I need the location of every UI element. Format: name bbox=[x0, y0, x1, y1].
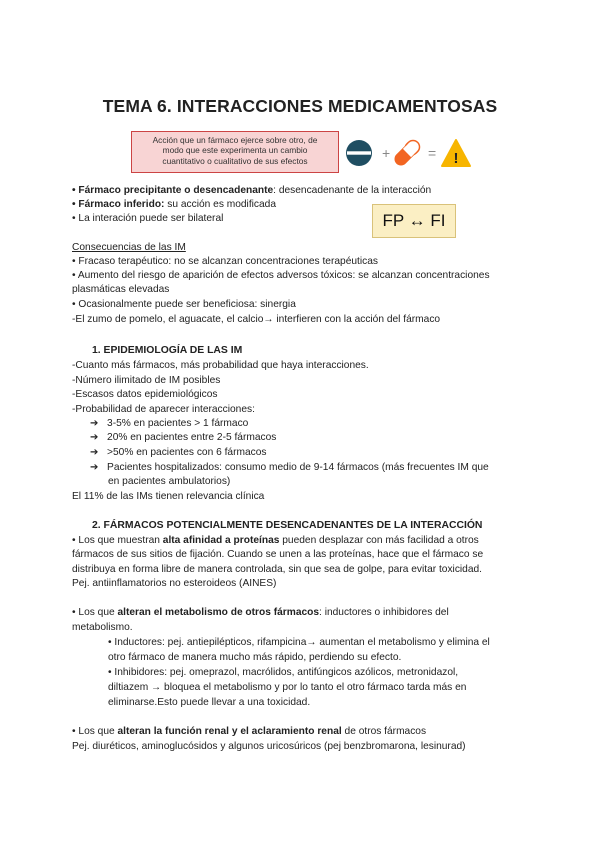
definition-line: Acción que un fármaco ejerce sobre otro, de bbox=[152, 135, 318, 145]
bullet-bilateral: • La interación puede ser bilateral bbox=[72, 213, 224, 224]
consequence-line: • Aumento del riesgo de aparición de efectos adversos tóxicos: se alcanzan concentraciones bbox=[72, 270, 490, 281]
section1-line: -Probabilidad de aparecer interacciones: bbox=[72, 404, 255, 415]
section2-line: • Los que alteran la función renal y el aclaramiento renal de otros fármacos bbox=[72, 726, 427, 737]
warning-icon bbox=[442, 140, 470, 167]
page-title: TEMA 6. INTERACCIONES MEDICAMENTOSAS bbox=[102, 96, 498, 116]
section2-line: metabolismo. bbox=[72, 622, 133, 633]
consequence-line: plasmáticas elevadas bbox=[72, 284, 170, 295]
definition-box bbox=[131, 131, 339, 173]
inductores-line: otro fármaco de manera mucho más rápido, perdiendo su efecto. bbox=[108, 652, 402, 663]
bullet-inferido: • Fármaco inferido: su acción es modificada bbox=[72, 199, 277, 210]
consequence-line: • Ocasionalmente puede ser beneficiosa: sinergia bbox=[72, 299, 296, 310]
equals-sign: = bbox=[428, 145, 437, 161]
inhibidores-line: • Inhibidores: pej. omeprazol, macrólidos, antifúngicos azólicos, metronidazol, bbox=[108, 667, 459, 678]
section2-line: distribuya en forma libre de manera controlada, sin que sea de golpe, para evitar toxicidad. bbox=[72, 564, 483, 575]
plus-sign: + bbox=[382, 145, 391, 161]
arrow-icon: ➔ bbox=[90, 447, 99, 458]
section2-line: Pej. diuréticos, aminoglucósidos y algunos uricosúricos (pej benzbromarona, lesinurad) bbox=[72, 741, 466, 752]
arrow-icon: ➔ bbox=[90, 462, 99, 473]
section-heading: 2. FÁRMACOS POTENCIALMENTE DESENCADENANTES DE LA INTERACCIÓN bbox=[92, 520, 483, 531]
arrow-item: ➔ 20% en pacientes entre 2-5 fármacos bbox=[90, 432, 277, 443]
inhibidores-line: eliminarse.Esto puede llevar a una toxicidad. bbox=[108, 697, 311, 708]
section2-line: fármacos de sus sitios de fijación. Cuando se unen a las proteínas, hace que el fármaco se bbox=[72, 549, 484, 560]
svg-text:!: ! bbox=[453, 150, 459, 167]
section1-line: El 11% de las IMs tienen relevancia clínica bbox=[72, 491, 265, 502]
interaction-diagram bbox=[344, 136, 474, 170]
arrow-icon: ➔ bbox=[90, 418, 99, 429]
definition-line: modo que este experimenta un cambio bbox=[162, 145, 308, 156]
tablet-icon bbox=[346, 140, 372, 166]
section1-line: -Cuanto más fármacos, más probabilidad que haya interacciones. bbox=[72, 360, 369, 371]
definition-line: cuantitativo o cualitativo de sus efectos bbox=[162, 155, 308, 166]
section2-line: • Los que muestran alta afinidad a proteínas pueden desplazar con más facilidad a otros bbox=[72, 535, 479, 546]
consequence-line: • Fracaso terapéutico: no se alcanzan concentraciones terapéuticas bbox=[72, 256, 378, 267]
section-heading: 1. EPIDEMIOLOGÍA DE LAS IM bbox=[92, 345, 243, 356]
consequences-heading: Consecuencias de las IM bbox=[72, 242, 186, 253]
fp-fi-box: FP ↔ FI bbox=[372, 204, 456, 238]
capsule-icon bbox=[392, 138, 422, 168]
arrow-item: ➔ >50% en pacientes con 6 fármacos bbox=[90, 447, 267, 458]
inhibidores-line: diltiazem → bloquea el metabolismo y por lo tanto el otro fármaco tarda más en bbox=[108, 682, 467, 693]
arrow-icon: ➔ bbox=[90, 432, 99, 443]
inductores-line: • Inductores: pej. antiepilépticos, rifampicina→ aumentan el metabolismo y elimina el bbox=[108, 637, 490, 648]
arrow-item-continuation: en pacientes ambulatorios) bbox=[108, 476, 231, 487]
consequence-line: -El zumo de pomelo, el aguacate, el calcio→ interfieren con la acción del fármaco bbox=[72, 314, 441, 325]
section2-line: • Los que alteran el metabolismo de otros fármacos: inductores o inhibidores del bbox=[72, 607, 449, 618]
section2-line: Pej. antiinflamatorios no esteroideos (AINES) bbox=[72, 578, 277, 589]
section1-line: -Número ilimitado de IM posibles bbox=[72, 375, 221, 386]
section1-line: -Escasos datos epidemiológicos bbox=[72, 389, 218, 400]
bullet-precipitante: • Fármaco precipitante o desencadenante: desencadenante de la interacción bbox=[72, 185, 432, 196]
arrow-item: ➔ 3-5% en pacientes > 1 fármaco bbox=[90, 418, 249, 429]
arrow-item: ➔ Pacientes hospitalizados: consumo medio de 9-14 fármacos (más frecuentes IM que bbox=[90, 462, 489, 473]
